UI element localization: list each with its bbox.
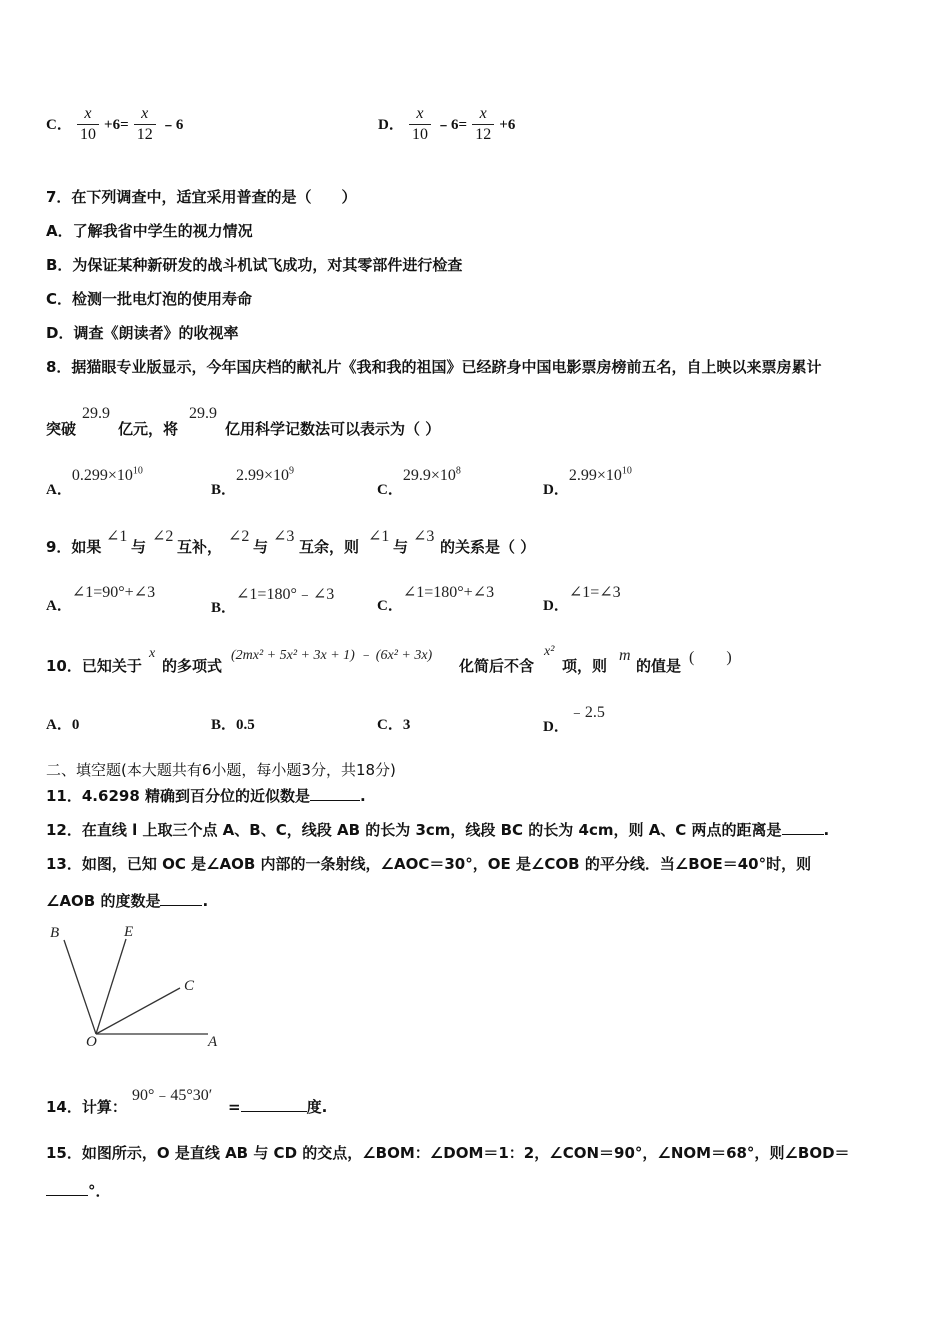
q15-line1: 15．如图所示，O 是直线 AB 与 CD 的交点，∠BOM：∠DOM＝1：2，∠CON＝90°，∠NOM＝68°，则∠BOD＝	[46, 1144, 850, 1162]
q10-p4: 项，则	[562, 657, 608, 675]
q13-line1: 13．如图，已知 OC 是∠AOB 内部的一条射线，∠AOC＝30°，OE 是∠COB 的平分线．当∠BOE＝40°时，则	[46, 855, 812, 873]
point-label-b: B	[50, 925, 60, 941]
q10-p2: 的多项式	[162, 657, 223, 675]
q8-option-c: C．$29.9\times 10^8$	[377, 465, 461, 498]
q7-stem: 7．在下列调查中，适宜采用普查的是（ ）	[46, 188, 357, 206]
answer-blank[interactable]	[160, 905, 202, 906]
q9-angle: ∠3	[413, 528, 435, 545]
section-2-title: 二、填空题(本大题共有6小题，每小题3分，共18分)	[46, 761, 396, 779]
q8-value-2: 29.9	[189, 405, 217, 422]
q9-p4: 与	[253, 538, 269, 556]
answer-blank[interactable]	[46, 1195, 88, 1196]
q8-option-d: D．$2.99\times 10^{10}$	[543, 465, 632, 498]
q9-p2: 与	[131, 538, 147, 556]
q7-option-b: B．为保证某种新研发的战斗机试飞成功，对其零部件进行检查	[46, 256, 463, 274]
q9-p1: 9．如果	[46, 538, 102, 556]
q14-answer: = 度.	[228, 1098, 328, 1116]
q10-x-squared: x²	[544, 644, 555, 659]
q9-option-b: B．∠1=180°﹣∠3	[211, 586, 335, 616]
point-label-a: A	[208, 1034, 218, 1050]
q10-option-b: B．0.5	[211, 717, 255, 733]
q10-option-d: D．﹣2.5	[543, 704, 605, 735]
q8-stem-2c: 亿用科学记数法可以表示为（ ）	[225, 420, 441, 438]
fraction: $\frac{x}{10}$	[77, 104, 99, 145]
fraction: $\frac{x}{12}$	[134, 104, 156, 145]
q9-angle: ∠3	[273, 528, 295, 545]
q12: 12．在直线 l 上取三个点 A、B、C，线段 AB 的长为 3cm，线段 BC 的长为 4cm，则 A、C 两点的距离是 .	[46, 821, 830, 839]
q8-stem-2b: 亿元，将	[118, 420, 179, 438]
point-label-c: C	[184, 978, 195, 994]
point-label-o: O	[86, 1034, 97, 1050]
q11: 11．4.6298 精确到百分位的近似数是 .	[46, 787, 366, 805]
q10-p1: 10．已知关于	[46, 657, 142, 675]
q13-angle-figure	[44, 922, 224, 1050]
q6-option-d: D． $\frac{x}{10}$ ﹣6= $\frac{x}{12}$ +6	[378, 105, 516, 143]
answer-blank[interactable]	[241, 1111, 307, 1112]
fraction: $\frac{x}{12}$	[472, 104, 494, 145]
q9-p7: 的关系是（ ）	[440, 538, 536, 556]
q10-option-a: A．0	[46, 717, 80, 733]
q7-option-c: C．检测一批电灯泡的使用寿命	[46, 290, 253, 308]
q8-option-a: A．$0.299\times 10^{10}$	[46, 465, 143, 498]
q15-line2: °．	[46, 1180, 111, 1201]
q8-stem-line1: 8．据猫眼专业版显示，今年国庆档的献礼片《我和我的祖国》已经跻身中国电影票房榜前五名，自上映以来票房累计	[46, 358, 822, 376]
q9-p5: 互余，则	[299, 538, 360, 556]
q13-line2: ∠AOB 的度数是 .	[46, 892, 209, 910]
point-label-e: E	[124, 924, 134, 940]
q7-option-d: D．调查《朗读者》的收视率	[46, 324, 239, 342]
q8-option-b: B．$2.99\times 10^9$	[211, 465, 295, 498]
q9-option-a: A．∠1=90°+∠3	[46, 584, 156, 614]
q10-paren: ( )	[689, 649, 732, 666]
q14-expression: 90°﹣45°30′	[132, 1087, 213, 1104]
ray-ob	[64, 940, 96, 1034]
q9-option-c: C．∠1=180°+∠3	[377, 584, 495, 614]
answer-blank[interactable]	[782, 834, 824, 835]
q10-p5: 的值是	[636, 657, 682, 675]
q10-option-c: C．3	[377, 717, 411, 733]
q8-value-1: 29.9	[82, 405, 110, 422]
q9-p6: 与	[393, 538, 409, 556]
answer-blank[interactable]	[310, 800, 360, 801]
fraction: $\frac{x}{10}$	[409, 104, 431, 145]
q9-angle: ∠1	[106, 528, 128, 545]
q10-p3: 化简后不含	[459, 657, 535, 675]
q10-var-m: m	[619, 647, 631, 664]
q14-label: 14．计算：	[46, 1098, 127, 1116]
q8-stem-2a: 突破	[46, 420, 77, 438]
q9-option-d: D．∠1=∠3	[543, 584, 621, 614]
q7-option-a: A．了解我省中学生的视力情况	[46, 222, 253, 240]
q10-var-x: x	[149, 646, 156, 661]
q9-p3: 互补，	[177, 538, 223, 556]
q9-angle: ∠1	[368, 528, 390, 545]
q6-option-c: C． $\frac{x}{10}$ +6= $\frac{x}{12}$ ﹣6	[46, 105, 184, 143]
q10-polynomial: (2mx² + 5x² + 3x + 1) ﹣ (6x² + 3x)	[231, 648, 433, 663]
q9-angle: ∠2	[152, 528, 174, 545]
q9-angle: ∠2	[228, 528, 250, 545]
